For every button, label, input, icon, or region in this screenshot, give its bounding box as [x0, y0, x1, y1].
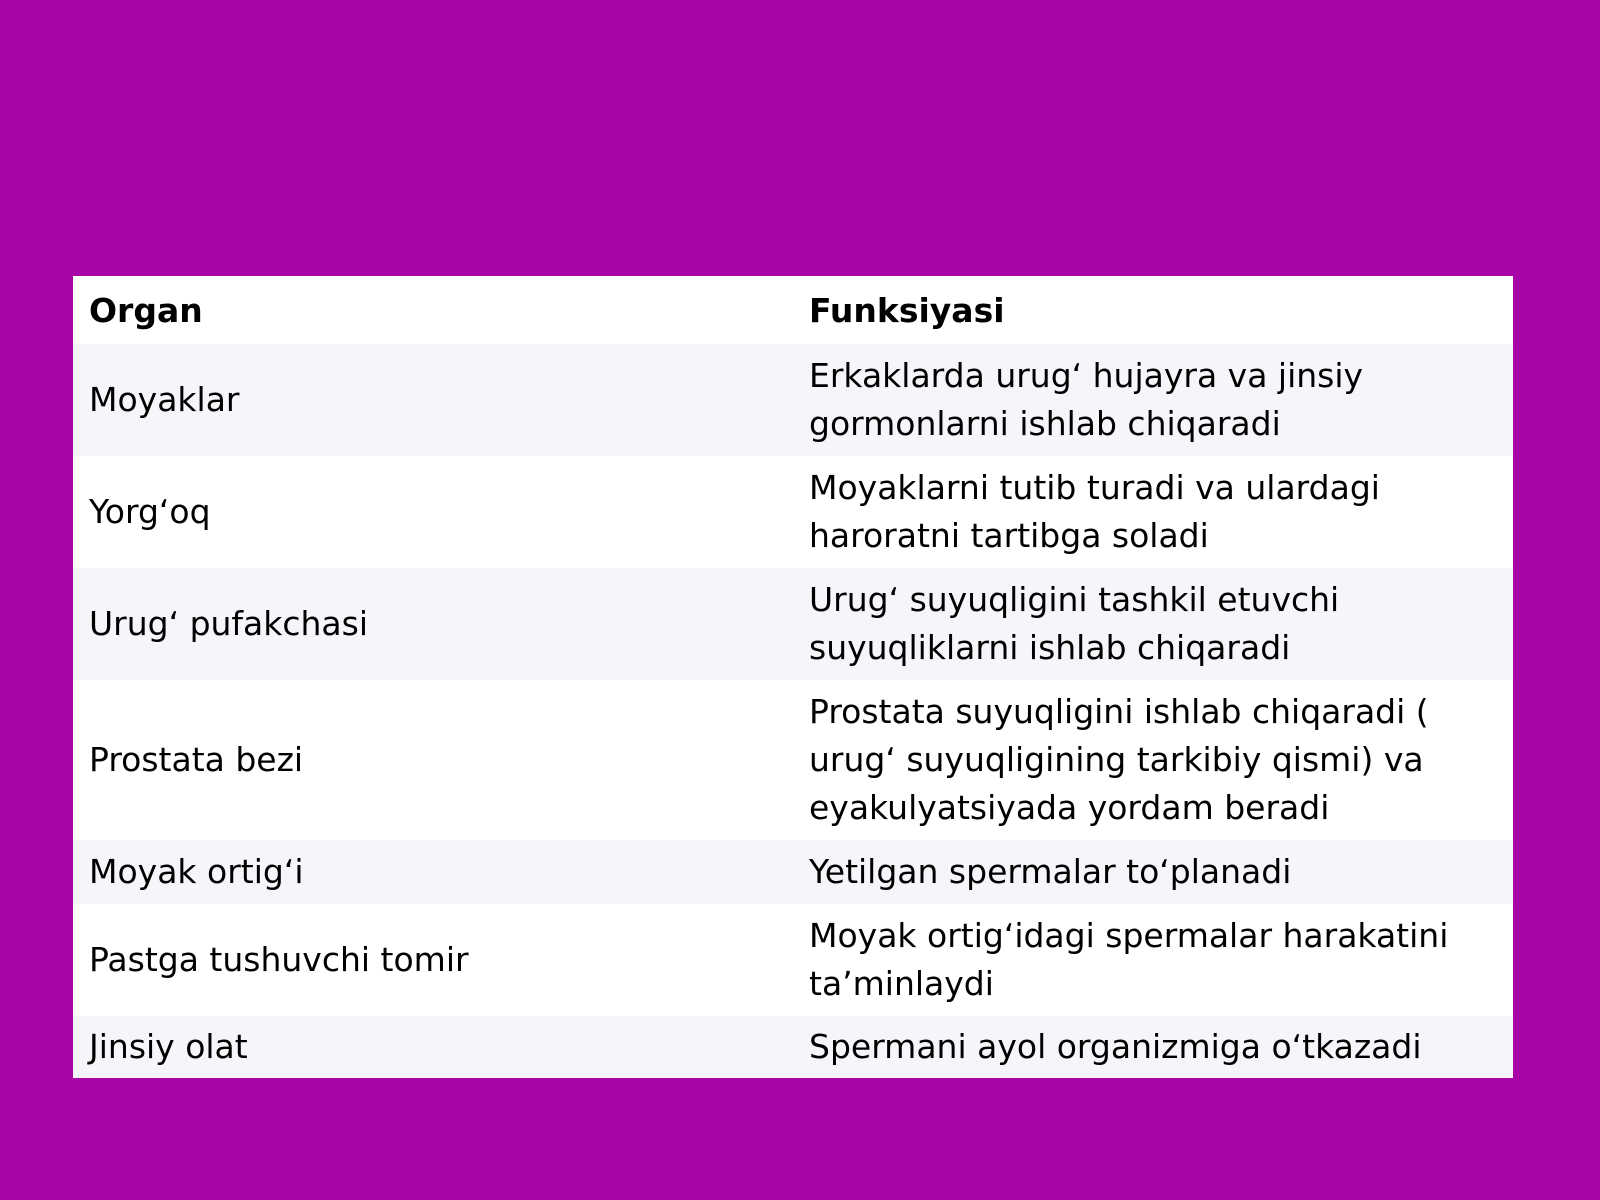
- organ-cell: Jinsiy olat: [73, 1016, 793, 1078]
- table-row: [73, 1016, 1513, 1078]
- organ-function-table: [73, 276, 1513, 1078]
- table-row: [73, 344, 1513, 456]
- organ-cell: Moyaklar: [73, 344, 793, 456]
- organ-cell: Yorg‘oq: [73, 456, 793, 568]
- header-function: Funksiyasi: [809, 291, 1005, 330]
- table-row: [73, 840, 1513, 904]
- header-organ: Organ: [89, 291, 203, 330]
- table-row: [73, 904, 1513, 1016]
- table-row: [73, 456, 1513, 568]
- table-row: [73, 568, 1513, 680]
- organ-cell: Urug‘ pufakchasi: [73, 568, 793, 680]
- organ-cell: Pastga tushuvchi tomir: [73, 904, 793, 1016]
- function-cell: Yetilgan spermalar to‘planadi: [793, 840, 1513, 904]
- function-cell: Moyaklarni tutib turadi va ulardagi haroratni tartibga soladi: [793, 456, 1513, 568]
- table-row: [73, 680, 1513, 840]
- function-cell: Erkaklarda urug‘ hujayra va jinsiy gormonlarni ishlab chiqaradi: [793, 344, 1513, 456]
- function-cell: Prostata suyuqligini ishlab chiqaradi ( urug‘ suyuqligining tarkibiy qismi) va eyakulyatsiyada yordam beradi: [793, 680, 1513, 840]
- organ-function-table-panel: [73, 276, 1513, 1076]
- function-cell: Moyak ortig‘idagi spermalar harakatini ta’minlaydi: [793, 904, 1513, 1016]
- organ-cell: Moyak ortig‘i: [73, 840, 793, 904]
- function-cell: Urug‘ suyuqligini tashkil etuvchi suyuqliklarni ishlab chiqaradi: [793, 568, 1513, 680]
- function-cell: Spermani ayol organizmiga o‘tkazadi: [793, 1016, 1513, 1078]
- organ-cell: Prostata bezi: [73, 680, 793, 840]
- table-header-row: [73, 276, 1513, 344]
